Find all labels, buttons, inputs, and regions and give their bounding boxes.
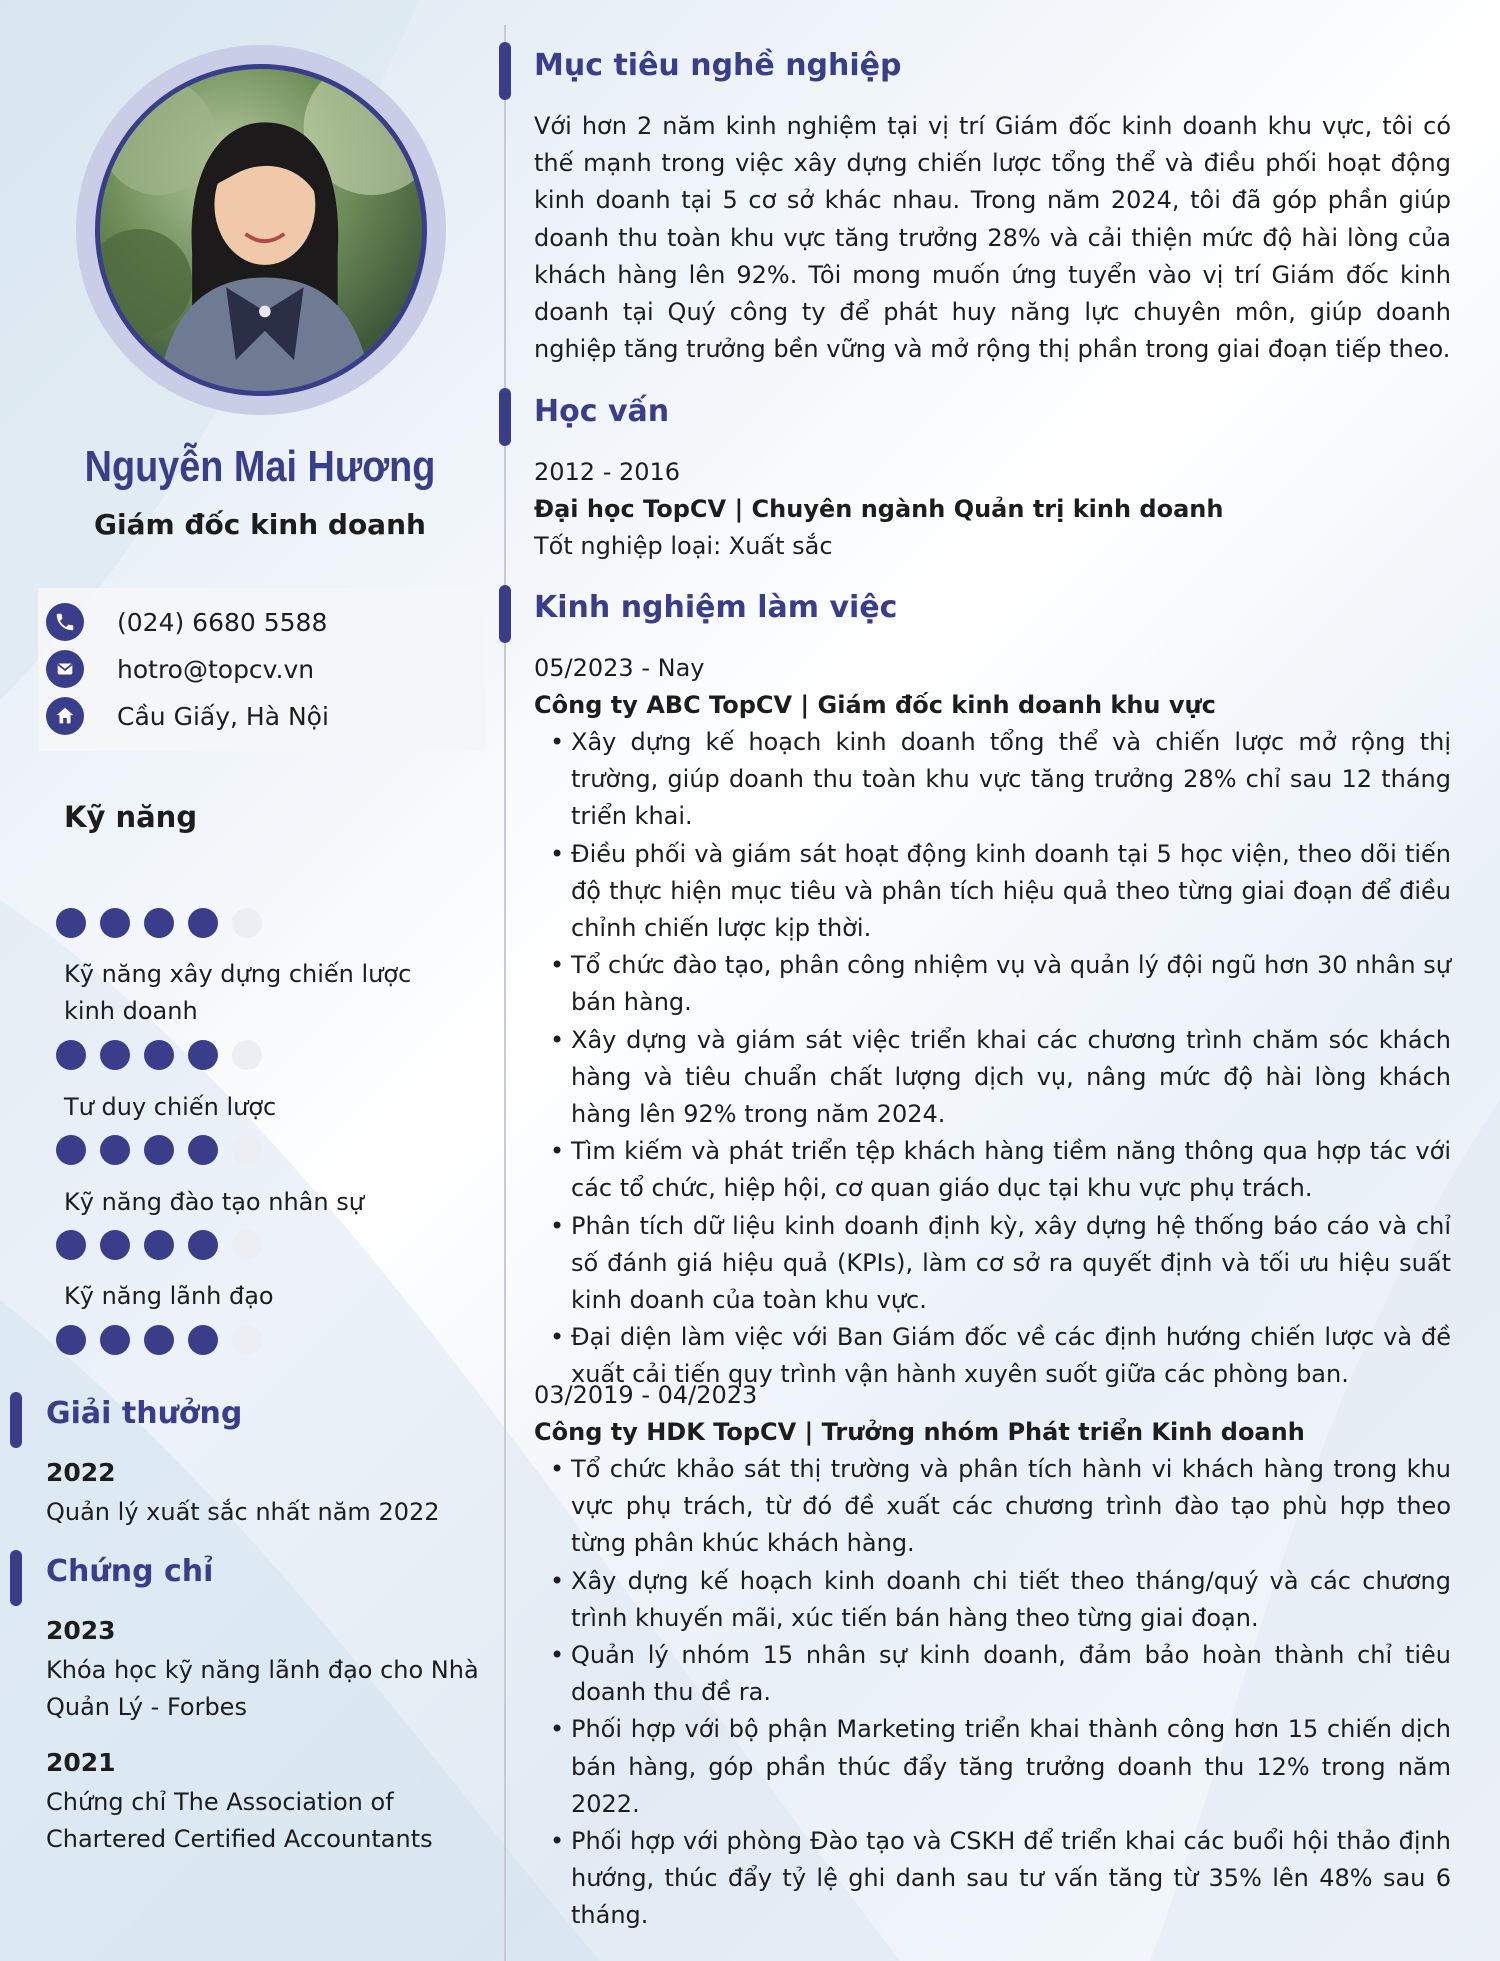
skill-rating (56, 1135, 262, 1165)
education-period: 2012 - 2016 (534, 458, 681, 486)
rating-dot-filled (56, 1325, 86, 1355)
list-item: • Quản lý nhóm 15 nhân sự kinh doanh, đảm bảo hoàn thành chỉ tiêu doanh thu đề ra. (534, 1637, 1451, 1711)
rating-dot-filled (144, 908, 174, 938)
award-text: Quản lý xuất sắc nhất năm 2022 (46, 1498, 440, 1526)
rating-dot-filled (144, 1040, 174, 1070)
rating-dot-empty (232, 1040, 262, 1070)
rating-dot-empty (232, 908, 262, 938)
home-icon (46, 697, 84, 735)
job-heading: Công ty HDK TopCV | Trưởng nhóm Phát triển Kinh doanh (534, 1418, 1305, 1446)
list-item: • Phối hợp với bộ phận Marketing triển khai thành công hơn 15 chiến dịch bán hàng, góp phần thúc đẩy tăng trưởng doanh thu 12% trong năm 2022. (534, 1711, 1451, 1823)
section-marker (10, 1550, 22, 1606)
rating-dot-filled (188, 1325, 218, 1355)
education-heading: Đại học TopCV | Chuyên ngành Quản trị kinh doanh (534, 495, 1224, 523)
certificate-text: Khóa học kỹ năng lãnh đạo cho Nhà Quản Lý - Forbes (46, 1656, 479, 1721)
rating-dot-filled (56, 1040, 86, 1070)
skill-rating (56, 1230, 262, 1260)
contact-email (46, 649, 314, 689)
section-marker (499, 42, 511, 100)
skill-label: Kỹ năng lãnh đạo (64, 1282, 274, 1310)
skill-label: Kỹ năng đào tạo nhân sự (64, 1188, 364, 1216)
contact-address (46, 696, 329, 736)
rating-dot-filled (100, 908, 130, 938)
list-item: • Đại diện làm việc với Ban Giám đốc về các định hướng chiến lược và đề xuất cải tiến quy trình vận hành xuyên suốt giữa các phòng ban. (534, 1319, 1451, 1393)
email-text: hotro@topcv.vn (117, 654, 315, 684)
job-heading: Công ty ABC TopCV | Giám đốc kinh doanh khu vực (534, 691, 1216, 719)
rating-dot-filled (100, 1325, 130, 1355)
job-bullets (534, 1451, 1451, 1935)
list-item: • Phân tích dữ liệu kinh doanh định kỳ, xây dựng hệ thống báo cáo và chỉ số đánh giá hiệu quả (KPIs), làm cơ sở ra quyết định và tối ưu hiệu suất kinh doanh của toàn khu vực. (534, 1208, 1451, 1320)
skill-label: Tư duy chiến lược (64, 1093, 277, 1121)
rating-dot-filled (144, 1135, 174, 1165)
skill-rating (56, 1325, 262, 1355)
rating-dot-filled (188, 908, 218, 938)
rating-dot-filled (144, 1230, 174, 1260)
list-item: • Phối hợp với phòng Đào tạo và CSKH để triển khai các buổi hội thảo định hướng, thúc đẩy tỷ lệ ghi danh sau tư vấn tăng từ 35% lên 48% sau 6 tháng. (534, 1823, 1451, 1935)
rating-dot-filled (188, 1040, 218, 1070)
contact-box (38, 588, 485, 751)
mail-icon (46, 650, 84, 688)
certificate-text: Chứng chỉ The Association of Chartered Certified Accountants (46, 1788, 433, 1853)
job-bullets (534, 724, 1451, 1394)
section-marker (499, 388, 511, 446)
list-item: • Tìm kiếm và phát triển tệp khách hàng tiềm năng thông qua hợp tác với các tổ chức, hiệp hội, cơ quan giáo dục tại khu vực phụ trách. (534, 1133, 1451, 1207)
experience-title: Kinh nghiệm làm việc (534, 590, 898, 625)
candidate-name: Nguyễn Mai Hương (84, 442, 436, 491)
section-marker (10, 1392, 22, 1448)
rating-dot-filled (56, 1135, 86, 1165)
job-period: 05/2023 - Nay (534, 654, 705, 682)
list-item: • Xây dựng kế hoạch kinh doanh tổng thể và chiến lược mở rộng thị trường, giúp doanh thu toàn khu vực tăng trưởng 28% chỉ sau 12 tháng triển khai. (534, 724, 1451, 836)
award-year: 2022 (46, 1458, 116, 1487)
address-text: Cầu Giấy, Hà Nội (117, 701, 329, 731)
candidate-role: Giám đốc kinh doanh (94, 508, 426, 541)
education-detail: Tốt nghiệp loại: Xuất sắc (534, 532, 833, 560)
rating-dot-filled (144, 1325, 174, 1355)
rating-dot-filled (100, 1135, 130, 1165)
phone-text: (024) 6680 5588 (117, 607, 328, 637)
list-item: • Tổ chức đào tạo, phân công nhiệm vụ và quản lý đội ngũ hơn 30 nhân sự bán hàng. (534, 947, 1451, 1021)
sidebar (0, 0, 500, 1961)
skill-rating (56, 908, 262, 938)
skill-label: Kỹ năng xây dựng chiến lược kinh doanh (64, 960, 412, 1025)
certificates-title: Chứng chỉ (46, 1554, 214, 1589)
education-title: Học vấn (534, 394, 670, 429)
list-item: • Điều phối và giám sát hoạt động kinh doanh tại 5 học viện, theo dõi tiến độ thực hiện mục tiêu và phân tích hiệu quả theo từng giai đoạn để điều chỉnh chiến lược kịp thời. (534, 836, 1451, 948)
list-item: • Xây dựng kế hoạch kinh doanh chi tiết theo tháng/quý và các chương trình khuyến mãi, xúc tiến bán hàng theo từng giai đoạn. (534, 1563, 1451, 1637)
rating-dot-filled (56, 908, 86, 938)
certificate-year: 2021 (46, 1748, 116, 1777)
skills-title: Kỹ năng (64, 800, 198, 834)
list-item: • Tổ chức khảo sát thị trường và phân tích hành vi khách hàng trong khu vực phụ trách, từ đó đề xuất các chương trình đào tạo phù hợp theo từng phân khúc khách hàng. (534, 1451, 1451, 1563)
contact-phone (46, 602, 327, 642)
skill-rating (56, 1040, 262, 1070)
rating-dot-empty (232, 1325, 262, 1355)
rating-dot-filled (188, 1135, 218, 1165)
certificate-year: 2023 (46, 1616, 116, 1645)
objective-title: Mục tiêu nghề nghiệp (534, 48, 902, 83)
section-marker (499, 585, 511, 643)
awards-title: Giải thưởng (46, 1396, 243, 1431)
column-divider (504, 25, 506, 1961)
rating-dot-filled (56, 1230, 86, 1260)
rating-dot-filled (100, 1230, 130, 1260)
rating-dot-empty (232, 1135, 262, 1165)
rating-dot-filled (188, 1230, 218, 1260)
list-item: • Xây dựng và giám sát việc triển khai các chương trình chăm sóc khách hàng và tiêu chuẩn chất lượng dịch vụ, nâng mức độ hài lòng khách hàng lên 92% trong năm 2024. (534, 1022, 1451, 1134)
avatar (95, 64, 427, 396)
job-period: 03/2019 - 04/2023 (534, 1381, 758, 1409)
rating-dot-filled (100, 1040, 130, 1070)
objective-text: Với hơn 2 năm kinh nghiệm tại vị trí Giám đốc kinh doanh khu vực, tôi có thế mạnh trong việc xây dựng chiến lược tổng thể và điều phối hoạt động kinh doanh tại 5 cơ sở khác nhau. Trong năm 2024, tôi đã góp phần giúp doanh thu toàn khu vực tăng trưởng 28% và cải thiện mức độ hài lòng của khách hàng lên 92%. Tôi mong muốn ứng tuyển vào vị trí Giám đốc kinh doanh tại Quý công ty để phát huy năng lực chuyên môn, giúp doanh nghiệp tăng trưởng bền vững và mở rộng thị phần trong giai đoạn tiếp theo. (534, 112, 1451, 364)
rating-dot-empty (232, 1230, 262, 1260)
phone-icon (46, 603, 84, 641)
